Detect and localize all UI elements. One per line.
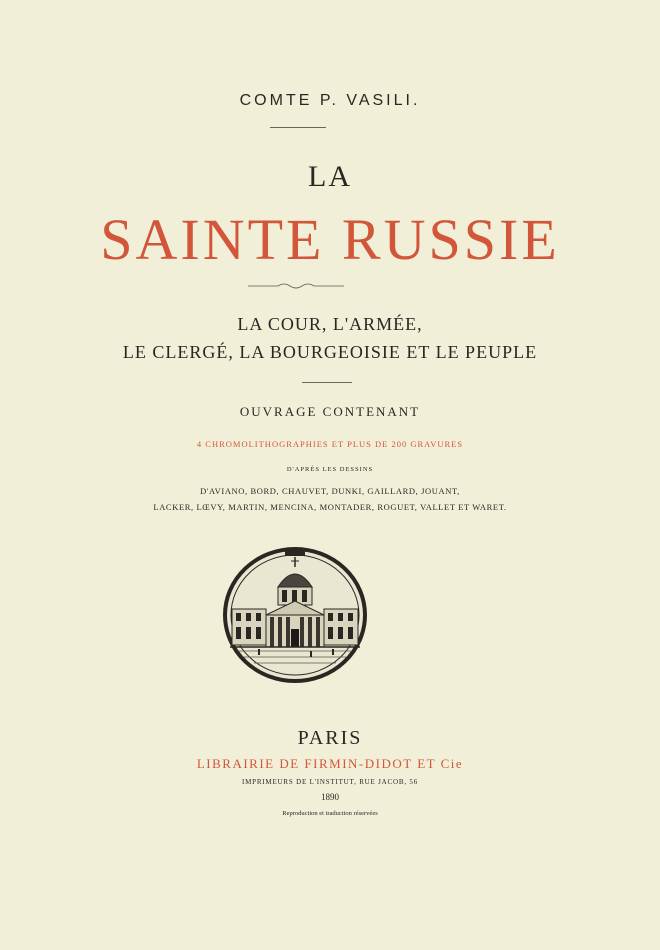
engraved-building-vignette — [222, 543, 368, 683]
illustrations-note: 4 CHROMOLITHOGRAPHIES ET PLUS DE 200 GRAVURES — [196, 439, 464, 449]
printer-address: IMPRIMEURS DE L'INSTITUT, RUE JACOB, 56 — [241, 778, 419, 786]
artists-line-2: LACKER, LŒVY, MARTIN, MENCINA, MONTADER, ROGUET, VALLET ET WARET. — [153, 502, 507, 512]
main-title: SAINTE RUSSIE — [100, 207, 560, 272]
publication-city: PARIS — [297, 727, 363, 749]
author-name: COMTE P. VASILI. — [239, 92, 421, 109]
artists-line-1: D'AVIANO, BORD, CHAUVET, DUNKI, GAILLARD, JOUANT, — [200, 486, 460, 496]
publisher-name: LIBRAIRIE DE FIRMIN-DIDOT ET Cie — [196, 756, 464, 771]
rule-under-subtitle — [302, 382, 352, 383]
subtitle-line-1: LA COUR, L'ARMÉE, — [237, 314, 423, 334]
contents-heading: OUVRAGE CONTENANT — [239, 404, 421, 419]
rights-notice: Reproduction et traduction réservées — [282, 810, 378, 817]
publication-year: 1890 — [321, 792, 339, 802]
after-drawings-label: D'APRÈS LES DESSINS — [286, 466, 374, 473]
title-article: LA — [308, 160, 352, 193]
ornamental-divider — [248, 282, 344, 290]
subtitle-line-2: LE CLERGÉ, LA BOURGEOISIE ET LE PEUPLE — [122, 342, 538, 362]
rule-under-author — [270, 127, 326, 128]
